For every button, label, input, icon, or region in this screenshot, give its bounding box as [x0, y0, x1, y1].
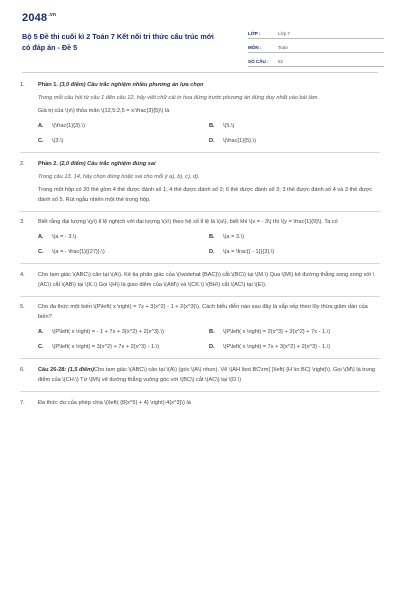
instruction-text: Trong câu 13, 14, hãy chọn đúng hoặc sai cho mỗi ý a), b), c), d). — [38, 173, 200, 180]
question-stem: Trong một hộp có 20 thẻ gồm 4 thẻ được đánh số 1; 4 thẻ được đánh số 2; 6 thẻ được đánh số 3; 3 thẻ được đánh số 4 và 3 thẻ được đánh số 5. Rút ngẫu nhiên một thẻ trong hộp. — [38, 186, 373, 203]
header-divider — [22, 72, 378, 73]
divider — [20, 391, 380, 392]
question-4: 4. Cho tam giác \(ABC\) cân tại \(A\). Kẻ tia phân giác của \(\widehat {BAC}\) cắt \(BC\) tại \(M.\) Qua \(M\) kẻ đường thẳng song song với \(AC\) cắt \(AB\) tại \(K.\) Gọi \(H\) là giao điểm của \(AM\) và \(CK.\) \(BH\) cắt \(AC\) tại \(E\). — [20, 270, 380, 290]
option-d[interactable]: D. \(\frac{1}{5}.\) — [209, 138, 256, 144]
option-c[interactable]: C. \(3.\) — [38, 138, 64, 144]
question-5: 5. Cho đa thức một biến \(P\left( x \right) = 7x + 3{x^2} - 1 + 2{x^3}\). Cách biểu diễn nào sau đây là sắp xếp theo lũy thừa giảm dần của biến? A. \(P\left( x \right) = - 1 + 7x + 3{x^2} + 2{x^3}.\) B. \(P\left( x \right) = 2{x^3} + 3{x^2} + 7x - 1.\) C. \(P\left( x \right) = 3{x^2} + 7x + 2{x^3} - 1.\) D. \(P\left( x \right) = 7x + 3{x^2} + 2{x^3} - 1.\) — [20, 302, 380, 352]
question-2: 2. Phần 2. (2,0 điểm) Câu trắc nghiệm đúng sai Trong câu 13, 14, hãy chọn đúng hoặc sai cho mỗi ý a), b), c), d). Trong một hộp có 20 thẻ gồm 4 thẻ được đánh số 1; 4 thẻ được đánh số 2; 6 thẻ được đánh số 3; 3 thẻ được đánh số 4 và 3 thẻ được đánh số 5. Rút ngẫu nhiên một thẻ trong hộp. — [20, 159, 380, 205]
question-stem: Đa thức dư của phép chia \(\left( {8{x^5} + 4} \right):4{x^3}\) là — [38, 399, 191, 406]
question-6: 6. Câu 26-28: (1,5 điểm)Cho tam giác \(ABC\) cân tại \(A\) (góc \(A\) nhọn). Vẽ \(AH \bot BC\rm{ }\left( {H \in BC} \right)\). Gọi \(M\) là trung điểm của \(CH.\) Từ \(M\) vẽ đường thẳng vuông góc với \(BC\) cắt \(AC\) tại \(D.\) — [20, 365, 380, 385]
question-stem: Câu 26-28: (1,5 điểm)Cho tam giác \(ABC\) cân tại \(A\) (góc \(A\) nhọn). Vẽ \(AH \bot BC\rm{ }\left( {H \in BC} \right)\). Gọi \(M\) là trung điểm của \(CH.\) Từ \(M\) vẽ đường thẳng vuông góc với \(BC\) cắt \(AC\) tại \(D.\) — [38, 366, 375, 383]
meta-row-subject: MÔN : Toán — [248, 40, 384, 53]
divider — [20, 296, 380, 297]
site-logo[interactable]: $2048^{.vn}$ — [22, 12, 57, 24]
meta-info — [248, 26, 384, 68]
option-b[interactable]: B. \(a = 3.\) — [209, 234, 244, 241]
question-stem: Giá trị của \(x\) thỏa mãn \(12,5:2,5 = x:\frac{3}{5}\) là — [38, 108, 170, 114]
option-c[interactable]: C. \(P\left( x \right) = 3{x^2} + 7x + 2{x^3} - 1.\) — [38, 344, 160, 351]
divider — [20, 263, 380, 264]
question-1: 1. Phần 1. (3,0 điểm) Câu trắc nghiệm nhiều phương án lựa chọn Trong mỗi câu hỏi từ câu 1 đến câu 12, hãy viết chữ cái in hoa đứng trước phương án đúng duy nhất vào bài làm. Giá trị của \(x\) thỏa mãn \(12,5:2,5 = x:\frac{3}{5}\) là A. \(\frac{1}{3}.\) B. \(5.\) C. \(3.\) D. \(\frac{1}{5}.\) — [20, 80, 380, 146]
question-3: 3. Biết rằng đại lượng \(y\) tỉ lệ nghịch với đại lượng \(x\) theo hệ số tỉ lệ là \(a\), biết khi \(x = - 3\) thì \(y = \frac{1}{9}\). Ta có A. \(a = - 3.\) B. \(a = 3.\) C. \(a = - \frac{1}{{27}}.\) D. \(a = \frac{{ - 1}}{3}.\) — [20, 217, 380, 257]
option-a[interactable]: A. \(P\left( x \right) = - 1 + 7x + 3{x^2} + 2{x^3}.\) — [38, 329, 164, 336]
document-title: Bộ 5 Đề thi cuối kì 2 Toán 7 Kết nối tri thức cấu trúc mới có đáp án - Đề 5 — [22, 32, 214, 52]
divider — [20, 358, 380, 359]
option-d[interactable]: D. \(P\left( x \right) = 7x + 3{x^2} + 2{x^3} - 1.\) — [209, 344, 331, 351]
question-stem: Cho đa thức một biến \(P\left( x \right) = 7x + 3{x^2} - 1 + 2{x^3}\). Cách biểu diễn nào sau đây là sắp xếp theo lũy thừa giảm dần của biến? — [38, 304, 368, 321]
meta-row-question-count: SỐ CÂU : 52 — [248, 54, 384, 67]
option-a[interactable]: A. \(\frac{1}{3}.\) — [38, 123, 85, 129]
instruction-text: Trong mỗi câu hỏi từ câu 1 đến câu 12, hãy viết chữ cái in hoa đứng trước phương án đúng duy nhất vào bài làm. — [38, 95, 319, 101]
part-heading: Phần 1. (3,0 điểm) Câu trắc nghiệm nhiều phương án lựa chọn — [38, 82, 204, 88]
meta-row-class: LỚP : Lớp 7 — [248, 26, 384, 39]
option-b[interactable]: B. \(5.\) — [209, 123, 235, 129]
question-7: 7. Đa thức dư của phép chia \(\left( {8{x^5} + 4} \right):4{x^3}\) là — [20, 398, 380, 408]
option-a[interactable]: A. \(a = - 3.\) — [38, 234, 77, 241]
document-header — [22, 12, 382, 68]
option-b[interactable]: B. \(P\left( x \right) = 2{x^3} + 3{x^2} + 7x - 1.\) — [209, 329, 331, 336]
divider — [20, 152, 380, 153]
option-c[interactable]: C. \(a = - \frac{1}{{27}}.\) — [38, 249, 105, 256]
part-heading: Phần 2. (2,0 điểm) Câu trắc nghiệm đúng sai — [38, 160, 156, 167]
option-d[interactable]: D. \(a = \frac{{ - 1}}{3}.\) — [209, 249, 275, 256]
question-stem: Biết rằng đại lượng \(y\) tỉ lệ nghịch với đại lượng \(x\) theo hệ số tỉ lệ là \(a\), biết khi \(x = - 3\) thì \(y = \frac{1}{9}\). Ta có — [38, 219, 338, 226]
question-stem: Cho tam giác \(ABC\) cân tại \(A\). Kẻ tia phân giác của \(\widehat {BAC}\) cắt \(BC\) tại \(M.\) Qua \(M\) kẻ đường thẳng song song với \(AC\) cắt \(AB\) tại \(K.\) Gọi \(H\) là giao điểm của \(AM\) và \(CK.\) \(BH\) cắt \(AC\) tại \(E\). — [38, 271, 375, 288]
divider — [20, 211, 380, 212]
question-list — [20, 80, 380, 408]
